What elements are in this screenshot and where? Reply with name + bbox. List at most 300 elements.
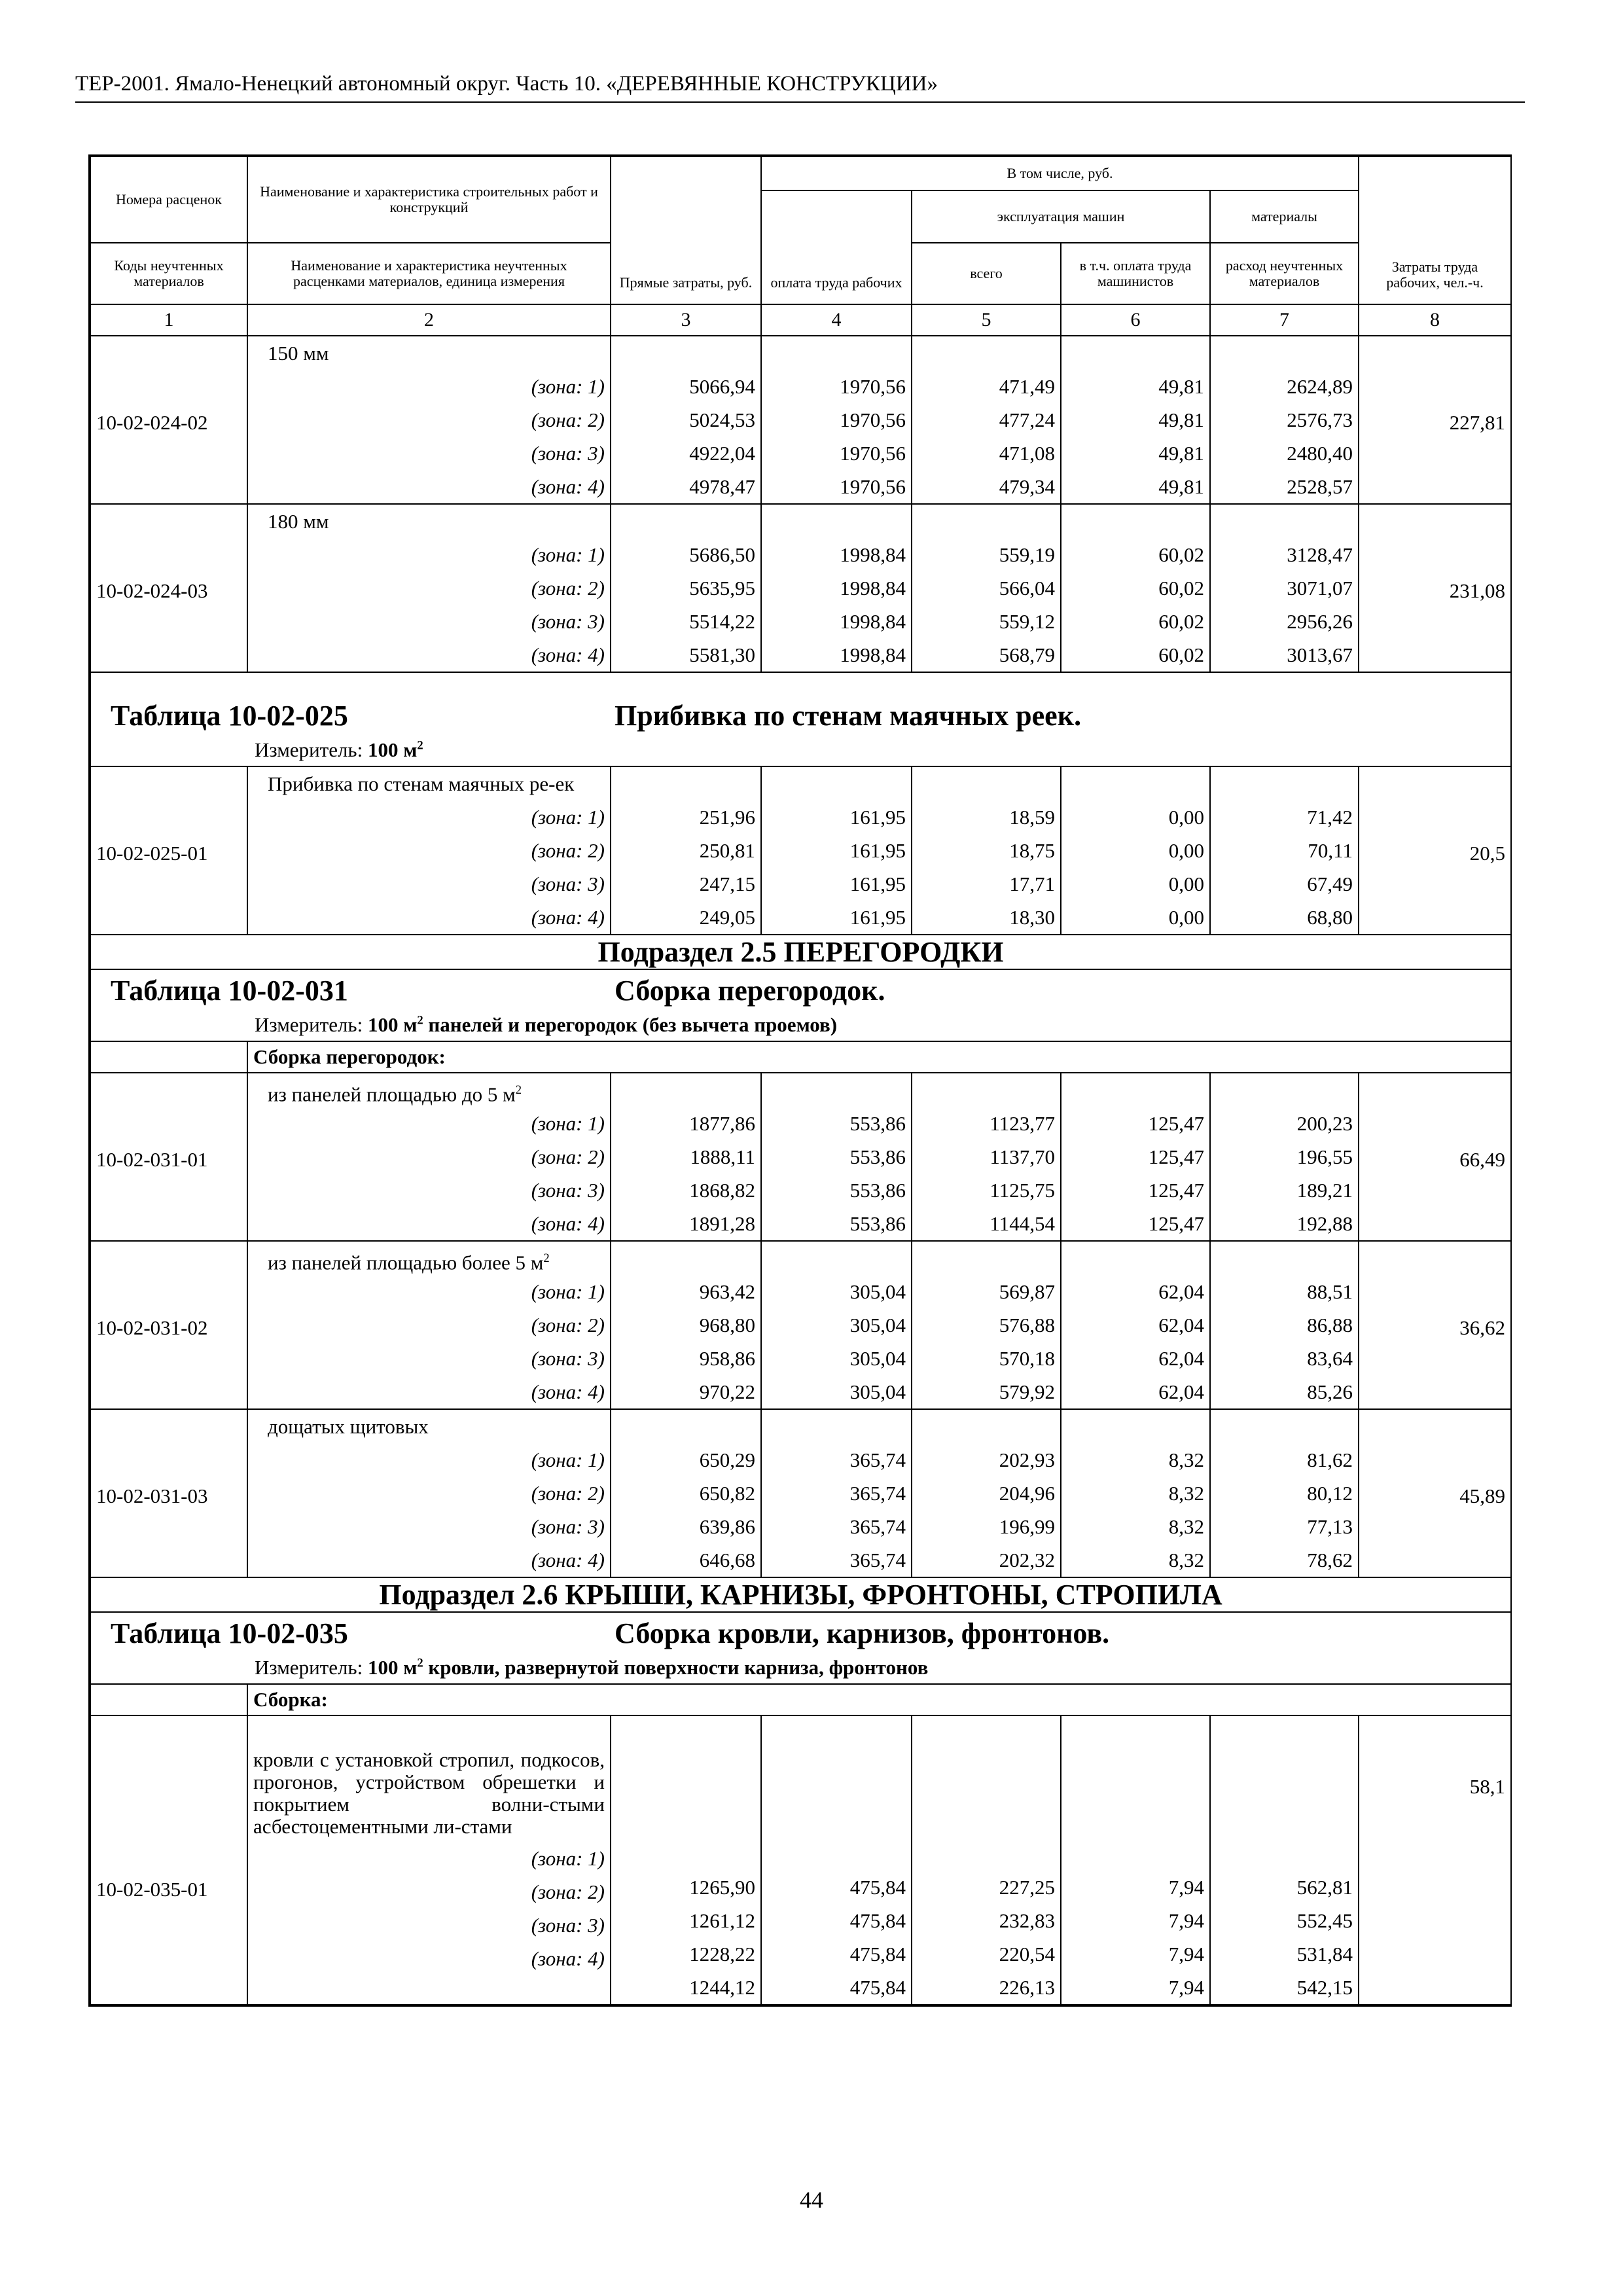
value-cell	[1061, 1715, 1210, 2005]
zone-value: 67,49	[1307, 872, 1353, 895]
zone-value: 5635,95	[689, 577, 755, 600]
col-machines: эксплуатация машин	[912, 190, 1210, 243]
value-cell	[1061, 336, 1210, 504]
rate-code: 10-02-031-03	[90, 1409, 247, 1577]
zone-value: 559,19	[999, 543, 1055, 566]
zone-value: 1970,56	[840, 375, 906, 398]
rate-name-cell	[247, 336, 611, 504]
zone-value: 553,86	[849, 1145, 906, 1168]
zone-value: 471,08	[999, 442, 1055, 465]
zone-label: (зона: 1)	[531, 1847, 605, 1870]
col-number: 3	[611, 304, 761, 336]
zone-value: 650,82	[699, 1482, 755, 1505]
value-cell	[912, 504, 1061, 672]
table-number: Таблица 10-02-031	[111, 975, 348, 1007]
zone-value: 5024,53	[689, 408, 755, 431]
col-number: 5	[912, 304, 1061, 336]
value-spacer	[1216, 505, 1353, 538]
col-machines-wages: в т.ч. оплата труда машинистов	[1061, 243, 1210, 304]
measure-line	[91, 737, 1510, 766]
zone-value: 226,13	[999, 1976, 1055, 1999]
rate-row	[90, 766, 1511, 935]
zone-value: 566,04	[999, 577, 1055, 600]
value-cell	[761, 1409, 912, 1577]
zone-label: (зона: 3)	[531, 442, 605, 465]
col-machines-total: всего	[912, 243, 1061, 304]
zone-value: 1998,84	[840, 643, 906, 666]
rate-name-text: Прибивка по стенам маячных ре-ек	[268, 772, 575, 795]
zone-value: 192,88	[1296, 1212, 1353, 1235]
zone-value: 204,96	[999, 1482, 1055, 1505]
zone-value: 639,86	[699, 1515, 755, 1538]
zone-value: 5581,30	[689, 643, 755, 666]
zone-value: 365,74	[849, 1448, 906, 1471]
zone-label: (зона: 2)	[531, 577, 605, 600]
rate-name-text: из панелей площадью более 5 м	[268, 1251, 544, 1274]
zone-label: (зона: 1)	[531, 543, 605, 566]
zone-value: 0,00	[1168, 906, 1204, 929]
zone-value: 1228,22	[689, 1943, 755, 1965]
measure-label: Измеритель:	[255, 738, 363, 761]
zone-label: (зона: 2)	[531, 1482, 605, 1505]
zone-value: 1265,90	[689, 1876, 755, 1899]
zone-value: 68,80	[1307, 906, 1353, 929]
value-spacer	[767, 505, 906, 538]
zone-value: 1891,28	[689, 1212, 755, 1235]
rate-name-cell	[247, 1409, 611, 1577]
measure-line	[91, 1012, 1510, 1041]
zone-label: (зона: 1)	[531, 375, 605, 398]
rate-name	[253, 1410, 605, 1443]
zone-value: 49,81	[1158, 475, 1204, 498]
value-cell	[1061, 1241, 1210, 1409]
col-name-top: Наименование и характеристика строительных работ и конструкций	[247, 156, 611, 243]
value-cell	[611, 1409, 761, 1577]
value-cell	[611, 1073, 761, 1241]
table-title: Сборка перегородок.	[615, 975, 885, 1007]
col-name-bottom: Наименование и характеристика неучтенных расценками материалов, единица измерения	[247, 243, 611, 304]
zone-value: 2528,57	[1287, 475, 1353, 498]
labor-value: 58,1	[1359, 1715, 1511, 2005]
value-cell	[761, 336, 912, 504]
zone-value: 568,79	[999, 643, 1055, 666]
rate-code: 10-02-025-01	[90, 766, 247, 935]
value-spacer	[918, 1716, 1055, 1871]
rate-code: 10-02-024-02	[90, 336, 247, 504]
rate-row	[90, 1241, 1511, 1409]
rate-name-cell	[247, 766, 611, 935]
rate-name	[253, 505, 605, 538]
zone-value: 365,74	[849, 1549, 906, 1571]
table-heading-row	[90, 969, 1511, 1041]
zone-value: 125,47	[1148, 1212, 1204, 1235]
labor-value: 20,5	[1359, 766, 1511, 935]
zone-value: 1123,77	[990, 1112, 1055, 1135]
zone-value: 202,93	[999, 1448, 1055, 1471]
table-title: Прибивка по стенам маячных реек.	[615, 700, 1082, 732]
rate-code: 10-02-024-03	[90, 504, 247, 672]
page-number: 44	[800, 2187, 823, 2213]
value-cell	[1061, 504, 1210, 672]
rate-name-text: 150 мм	[268, 342, 329, 365]
col-number: 8	[1359, 304, 1511, 336]
rate-code: 10-02-031-02	[90, 1241, 247, 1409]
zone-value: 8,32	[1168, 1482, 1204, 1505]
zone-value: 18,59	[1009, 806, 1055, 829]
zone-value: 553,86	[849, 1179, 906, 1202]
zone-value: 8,32	[1168, 1515, 1204, 1538]
zone-value: 125,47	[1148, 1179, 1204, 1202]
rate-name-text: 180 мм	[268, 510, 329, 533]
zone-label: (зона: 1)	[531, 806, 605, 829]
measure-unit: 100 м	[367, 1656, 418, 1679]
zone-label: (зона: 3)	[531, 1914, 605, 1937]
zone-value: 1125,75	[990, 1179, 1055, 1202]
group-row	[90, 1684, 1511, 1715]
zone-value: 62,04	[1158, 1347, 1204, 1370]
value-spacer	[1216, 1242, 1353, 1275]
zone-value: 49,81	[1158, 442, 1204, 465]
zone-value: 62,04	[1158, 1380, 1204, 1403]
measure-label: Измеритель:	[255, 1656, 363, 1679]
value-spacer	[616, 505, 755, 538]
rate-name-cell	[247, 504, 611, 672]
value-spacer	[1216, 767, 1353, 800]
value-spacer	[767, 1073, 906, 1107]
value-cell	[761, 1715, 912, 2005]
zone-value: 305,04	[849, 1280, 906, 1303]
zone-value: 70,11	[1308, 839, 1353, 862]
zone-value: 88,51	[1307, 1280, 1353, 1303]
table-heading	[91, 695, 1510, 737]
zone-value: 71,42	[1307, 806, 1353, 829]
rate-name-sup: 2	[543, 1251, 550, 1265]
zone-value: 232,83	[999, 1909, 1055, 1932]
col-including: В том числе, руб.	[761, 156, 1359, 190]
zone-value: 80,12	[1307, 1482, 1353, 1505]
zone-value: 125,47	[1148, 1112, 1204, 1135]
zone-value: 576,88	[999, 1314, 1055, 1336]
zone-value: 3071,07	[1287, 577, 1353, 600]
rate-name: кровли с установкой стропил, подкосов, прогонов, устройством обрешетки и покрытием волни-стыми асбестоцементными ли-стами	[253, 1748, 605, 1838]
zone-value: 7,94	[1168, 1943, 1204, 1965]
zone-value: 475,84	[849, 1943, 906, 1965]
zone-value: 479,34	[999, 475, 1055, 498]
col-labor: Затраты труда рабочих, чел.-ч.	[1359, 156, 1511, 304]
table-heading	[91, 1613, 1510, 1655]
rate-row	[90, 1409, 1511, 1577]
zone-label: (зона: 4)	[531, 1212, 605, 1235]
table-heading-cell	[90, 969, 1511, 1041]
table-heading-row	[90, 672, 1511, 766]
value-spacer	[767, 1242, 906, 1275]
zone-label: (зона: 4)	[531, 643, 605, 666]
rate-name-cell	[247, 1715, 611, 2005]
rate-name-cell	[247, 1241, 611, 1409]
zone-value: 78,62	[1307, 1549, 1353, 1571]
zone-value: 7,94	[1168, 1976, 1204, 1999]
measure-value	[368, 1013, 837, 1036]
zone-value: 0,00	[1168, 806, 1204, 829]
group-empty	[90, 1684, 247, 1715]
zone-value: 1970,56	[840, 475, 906, 498]
zone-value: 60,02	[1158, 610, 1204, 633]
zone-value: 161,95	[849, 906, 906, 929]
value-cell	[761, 1241, 912, 1409]
rate-code: 10-02-035-01	[90, 1715, 247, 2005]
zone-value: 49,81	[1158, 375, 1204, 398]
zone-value: 250,81	[699, 839, 755, 862]
col-direct: Прямые затраты, руб.	[611, 156, 761, 304]
value-cell	[912, 1073, 1061, 1241]
value-spacer	[918, 767, 1055, 800]
zone-value: 0,00	[1168, 872, 1204, 895]
zone-label: (зона: 3)	[531, 872, 605, 895]
zone-value: 1877,86	[689, 1112, 755, 1135]
zone-value: 18,75	[1009, 839, 1055, 862]
labor-value: 36,62	[1359, 1241, 1511, 1409]
table-heading-cell	[90, 672, 1511, 766]
zone-value: 200,23	[1296, 1112, 1353, 1135]
labor-value: 45,89	[1359, 1409, 1511, 1577]
zone-value: 1868,82	[689, 1179, 755, 1202]
value-cell	[1061, 1409, 1210, 1577]
zone-value: 1998,84	[840, 543, 906, 566]
zone-value: 62,04	[1158, 1280, 1204, 1303]
zone-value: 579,92	[999, 1380, 1055, 1403]
zone-value: 531,84	[1296, 1943, 1353, 1965]
zone-value: 60,02	[1158, 577, 1204, 600]
zone-value: 475,84	[849, 1909, 906, 1932]
col-number: 6	[1061, 304, 1210, 336]
value-spacer	[1067, 767, 1204, 800]
zone-value: 1888,11	[690, 1145, 755, 1168]
measure-value	[368, 738, 423, 761]
zone-value: 958,86	[699, 1347, 755, 1370]
value-spacer	[1216, 1716, 1353, 1871]
zone-value: 3013,67	[1287, 643, 1353, 666]
zone-value: 161,95	[849, 806, 906, 829]
zone-value: 1970,56	[840, 442, 906, 465]
value-spacer	[616, 1410, 755, 1443]
zone-value: 1998,84	[840, 610, 906, 633]
value-spacer	[1067, 1242, 1204, 1275]
zone-label: (зона: 4)	[531, 906, 605, 929]
rate-row	[90, 1715, 1511, 2005]
zone-label: (зона: 2)	[531, 1145, 605, 1168]
zone-value: 477,24	[999, 408, 1055, 431]
zone-value: 249,05	[699, 906, 755, 929]
value-cell	[1210, 1409, 1359, 1577]
measure-sup: 2	[417, 1656, 423, 1670]
zone-value: 1261,12	[689, 1909, 755, 1932]
value-cell	[912, 766, 1061, 935]
page-header: ТЕР-2001. Ямало-Ненецкий автономный округ. Часть 10. «ДЕРЕВЯННЫЕ КОНСТРУКЦИИ»	[75, 72, 1525, 103]
labor-value: 227,81	[1359, 336, 1511, 504]
zone-value: 650,29	[699, 1448, 755, 1471]
value-cell	[611, 504, 761, 672]
value-spacer	[616, 767, 755, 800]
main-grid	[90, 156, 1512, 2005]
value-spacer	[1216, 336, 1353, 370]
zone-value: 49,81	[1158, 408, 1204, 431]
section-row	[90, 935, 1511, 969]
value-spacer	[1067, 336, 1204, 370]
zone-value: 247,15	[699, 872, 755, 895]
value-spacer	[1067, 505, 1204, 538]
zone-value: 970,22	[699, 1380, 755, 1403]
col-number: 4	[761, 304, 912, 336]
section-row	[90, 1577, 1511, 1612]
zone-value: 161,95	[849, 872, 906, 895]
value-cell	[1210, 766, 1359, 935]
labor-value: 231,08	[1359, 504, 1511, 672]
zone-value: 81,62	[1307, 1448, 1353, 1471]
zone-value: 86,88	[1307, 1314, 1353, 1336]
zone-value: 968,80	[699, 1314, 755, 1336]
zone-value: 5066,94	[689, 375, 755, 398]
zone-value: 475,84	[849, 1976, 906, 1999]
measure-label: Измеритель:	[255, 1013, 363, 1036]
zone-value: 4978,47	[689, 475, 755, 498]
value-cell	[1210, 1241, 1359, 1409]
zone-label: (зона: 1)	[531, 1280, 605, 1303]
zone-label: (зона: 2)	[531, 1314, 605, 1336]
zone-value: 305,04	[849, 1314, 906, 1336]
zone-value: 1137,70	[990, 1145, 1055, 1168]
zone-value: 475,84	[849, 1876, 906, 1899]
rate-row	[90, 504, 1511, 672]
measure-sup: 2	[417, 1013, 423, 1028]
value-cell	[611, 1715, 761, 2005]
rate-code: 10-02-031-01	[90, 1073, 247, 1241]
value-cell	[1210, 1715, 1359, 2005]
measure-rest: панелей и перегородок (без вычета проемов)	[423, 1013, 838, 1036]
value-spacer	[1216, 1410, 1353, 1443]
zone-value: 196,99	[999, 1515, 1055, 1538]
group-label: Сборка перегородок:	[247, 1041, 1511, 1073]
value-cell	[912, 1241, 1061, 1409]
zone-value: 18,30	[1009, 906, 1055, 929]
rate-name	[253, 1073, 605, 1107]
value-cell	[611, 1241, 761, 1409]
col-number: 1	[90, 304, 247, 336]
zone-label: (зона: 2)	[531, 1880, 605, 1903]
measure-unit: 100 м	[367, 1013, 418, 1036]
zone-value: 85,26	[1307, 1380, 1353, 1403]
col-number: 7	[1210, 304, 1359, 336]
col-code-bottom: Коды неучтенных материалов	[90, 243, 247, 304]
zone-value: 4922,04	[689, 442, 755, 465]
table-number: Таблица 10-02-025	[111, 700, 348, 732]
group-empty	[90, 1041, 247, 1073]
zone-value: 553,86	[849, 1212, 906, 1235]
zone-value: 5514,22	[689, 610, 755, 633]
rate-name	[253, 767, 605, 800]
value-spacer	[616, 1716, 755, 1871]
value-spacer	[918, 1410, 1055, 1443]
col-code-top: Номера расценок	[90, 156, 247, 243]
value-spacer	[918, 1242, 1055, 1275]
zone-value: 562,81	[1296, 1876, 1353, 1899]
group-row	[90, 1041, 1511, 1073]
value-spacer	[918, 336, 1055, 370]
zone-value: 559,12	[999, 610, 1055, 633]
value-spacer	[767, 1716, 906, 1871]
measure-sup: 2	[417, 738, 423, 753]
zone-value: 189,21	[1296, 1179, 1353, 1202]
rate-name	[253, 1242, 605, 1275]
zone-value: 0,00	[1168, 839, 1204, 862]
zone-value: 365,74	[849, 1515, 906, 1538]
zone-value: 1998,84	[840, 577, 906, 600]
zone-value: 60,02	[1158, 643, 1204, 666]
value-cell	[761, 1073, 912, 1241]
rate-row	[90, 1073, 1511, 1241]
price-table	[88, 154, 1512, 2007]
zone-label: (зона: 3)	[531, 1515, 605, 1538]
zone-value: 196,55	[1296, 1145, 1353, 1168]
value-cell	[761, 504, 912, 672]
zone-value: 227,25	[999, 1876, 1055, 1899]
value-spacer	[616, 336, 755, 370]
zone-value: 2480,40	[1287, 442, 1353, 465]
zone-value: 7,94	[1168, 1876, 1204, 1899]
value-cell	[912, 336, 1061, 504]
value-spacer	[616, 1073, 755, 1107]
zone-value: 553,86	[849, 1112, 906, 1135]
zone-label: (зона: 3)	[531, 1347, 605, 1370]
zone-value: 8,32	[1168, 1448, 1204, 1471]
value-spacer	[767, 336, 906, 370]
value-spacer	[767, 767, 906, 800]
zone-value: 552,45	[1296, 1909, 1353, 1932]
value-cell	[912, 1409, 1061, 1577]
zone-value: 77,13	[1307, 1515, 1353, 1538]
table-number: Таблица 10-02-035	[111, 1617, 348, 1649]
value-spacer	[1067, 1716, 1204, 1871]
zone-value: 202,32	[999, 1549, 1055, 1571]
section-title: Подраздел 2.5 ПЕРЕГОРОДКИ	[90, 935, 1511, 969]
rate-name-sup: 2	[515, 1083, 522, 1097]
zone-label: (зона: 3)	[531, 610, 605, 633]
col-materials: материалы	[1210, 190, 1359, 243]
zone-label: (зона: 2)	[531, 839, 605, 862]
rate-name-text: из панелей площадью до 5 м	[268, 1083, 516, 1106]
table-heading-cell	[90, 1612, 1511, 1684]
zone-label: (зона: 4)	[531, 1380, 605, 1403]
value-spacer	[616, 1242, 755, 1275]
zone-value: 569,87	[999, 1280, 1055, 1303]
zone-label: (зона: 4)	[531, 1947, 605, 1970]
zone-value: 1244,12	[689, 1976, 755, 1999]
zone-value: 365,74	[849, 1482, 906, 1505]
zone-value: 83,64	[1307, 1347, 1353, 1370]
zone-value: 570,18	[999, 1347, 1055, 1370]
labor-value: 66,49	[1359, 1073, 1511, 1241]
rate-name-text: дощатых щитовых	[268, 1415, 429, 1438]
value-cell	[1210, 504, 1359, 672]
col-wages: оплата труда рабочих	[761, 190, 912, 304]
zone-value: 220,54	[999, 1943, 1055, 1965]
zone-value: 305,04	[849, 1380, 906, 1403]
value-spacer	[767, 1410, 906, 1443]
value-spacer	[1067, 1410, 1204, 1443]
table-heading-row	[90, 1612, 1511, 1684]
section-title: Подраздел 2.6 КРЫШИ, КАРНИЗЫ, ФРОНТОНЫ, СТРОПИЛА	[90, 1577, 1511, 1612]
value-cell	[1210, 1073, 1359, 1241]
value-cell	[912, 1715, 1061, 2005]
